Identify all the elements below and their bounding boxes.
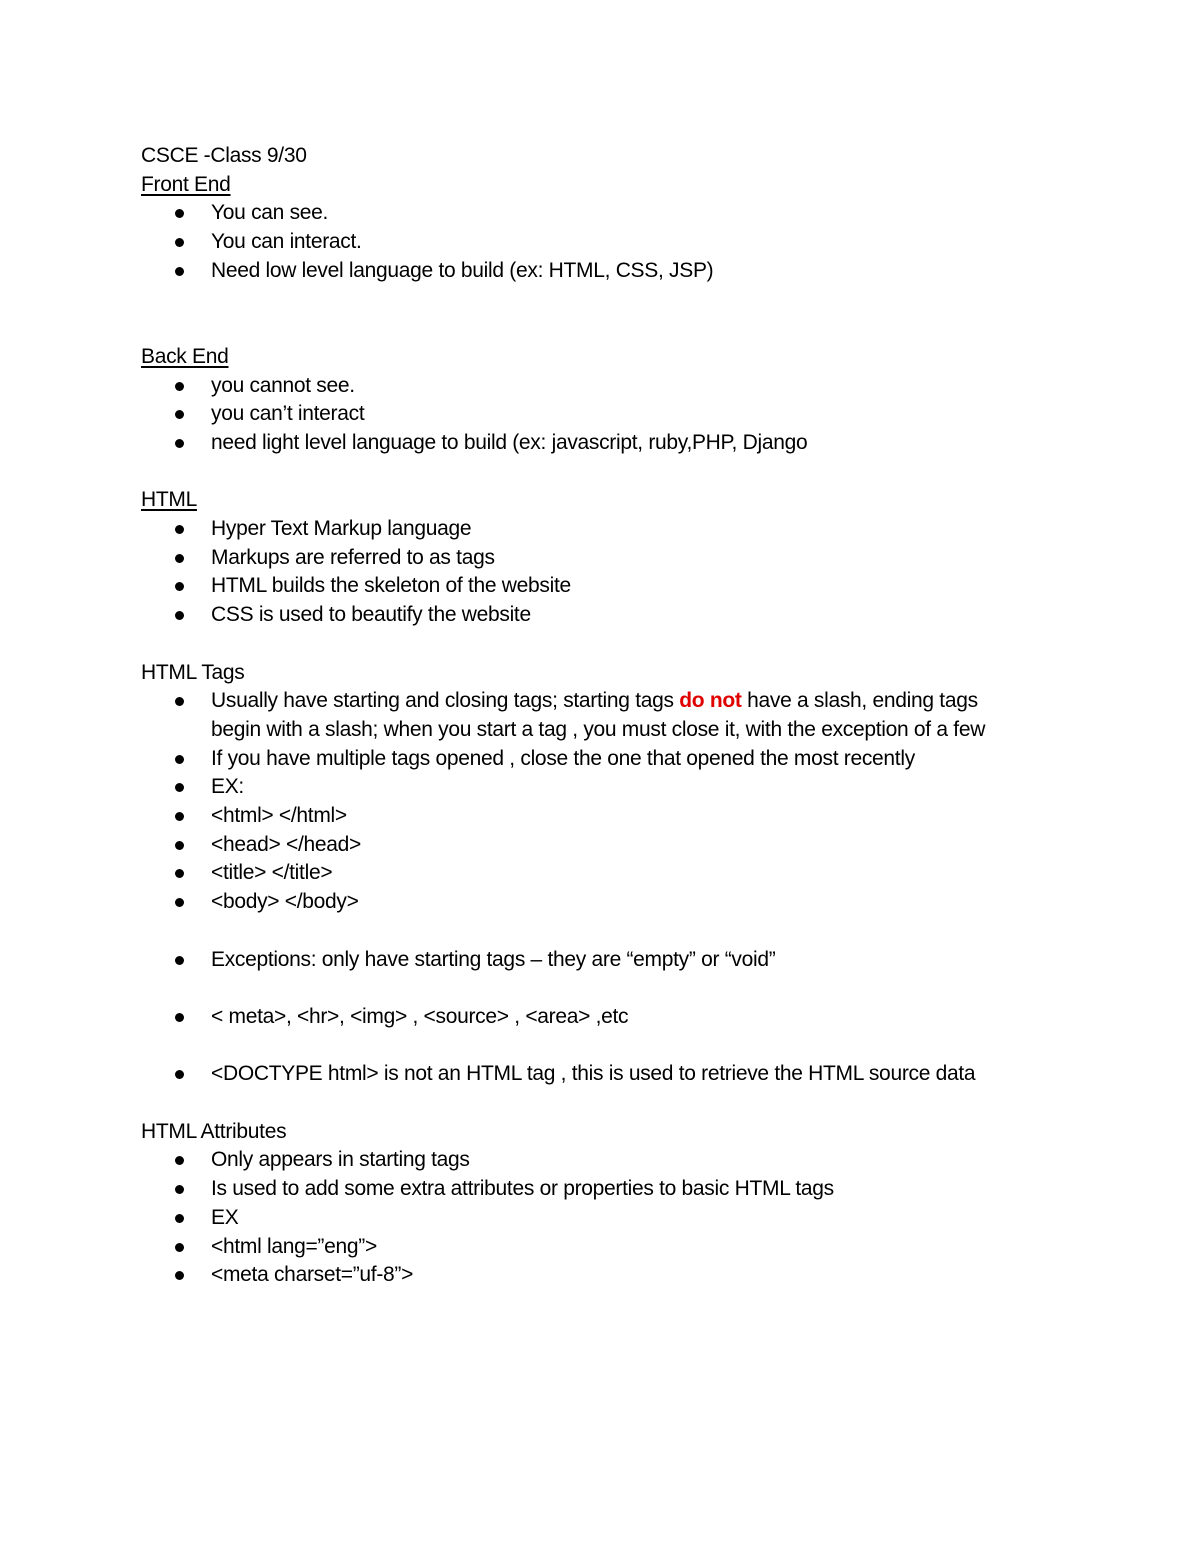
bullet-icon: [175, 439, 184, 448]
list-item: Is used to add some extra attributes or properties to basic HTML tags: [141, 1175, 1141, 1204]
back-end-heading: Back End: [141, 344, 229, 368]
bullet-icon: [175, 410, 184, 419]
list-item: If you have multiple tags opened , close the one that opened the most recently: [141, 745, 1141, 774]
list-item: HTML builds the skeleton of the website: [141, 572, 1141, 601]
bullet-icon: [175, 209, 184, 218]
list-item: CSS is used to beautify the website: [141, 601, 1141, 630]
bullet-icon: [175, 1185, 184, 1194]
list-item: need light level language to build (ex: javascript, ruby,PHP, Django: [141, 429, 1141, 458]
html-attributes-heading: HTML Attributes: [141, 1119, 287, 1143]
bullet-icon: [175, 525, 184, 534]
bullet-icon: [175, 554, 184, 563]
bullet-icon: [175, 956, 184, 965]
tags-rule-line-2: begin with a slash; when you start a tag , you must close it, with the exception of a few: [211, 717, 986, 741]
html-tags-heading: HTML Tags: [141, 660, 245, 684]
front-end-heading: Front End: [141, 172, 231, 196]
bullet-icon: [175, 869, 184, 878]
document-title: CSCE -Class 9/30: [141, 144, 307, 167]
bullet-icon: [175, 697, 184, 706]
list-item: <head> </head>: [141, 831, 1141, 860]
bullet-icon: [175, 755, 184, 764]
list-item: <title> </title>: [141, 859, 1141, 888]
list-item: <html lang=”eng”>: [141, 1233, 1141, 1262]
bullet-icon: [175, 611, 184, 620]
html-heading: HTML: [141, 488, 197, 512]
bullet-icon: [175, 582, 184, 591]
bullet-icon: [175, 812, 184, 821]
list-item: [141, 687, 1141, 744]
bullet-icon: [175, 1271, 184, 1280]
bullet-icon: [175, 1156, 184, 1165]
emphasis-text: do not: [679, 689, 742, 713]
bullet-icon: [175, 382, 184, 391]
back-end-list: [141, 372, 1141, 458]
html-attributes-list: [141, 1146, 1141, 1290]
list-item: Exceptions: only have starting tags – they are “empty” or “void”: [141, 946, 1141, 975]
list-item: <body> </body>: [141, 888, 1141, 917]
bullet-icon: [175, 1214, 184, 1223]
list-item: EX:: [141, 773, 1141, 802]
bullet-icon: [175, 1070, 184, 1079]
bullet-icon: [175, 898, 184, 907]
bullet-icon: [175, 783, 184, 792]
list-item: <html> </html>: [141, 802, 1141, 831]
list-item: Markups are referred to as tags: [141, 544, 1141, 573]
html-tags-list: [141, 687, 1141, 1089]
list-item: You can interact.: [141, 228, 1141, 257]
list-item: you can’t interact: [141, 400, 1141, 429]
list-item: Need low level language to build (ex: HTML, CSS, JSP): [141, 257, 1141, 286]
list-item: <meta charset=”uf-8”>: [141, 1261, 1141, 1290]
tags-rule-line-1: Usually have starting and closing tags; starting tags do not have a slash, ending tags: [211, 689, 978, 713]
list-item: <DOCTYPE html> is not an HTML tag , this is used to retrieve the HTML source data: [141, 1060, 1141, 1089]
bullet-icon: [175, 841, 184, 850]
document-page: [141, 142, 1141, 1290]
list-item: EX: [141, 1204, 1141, 1233]
bullet-icon: [175, 1013, 184, 1022]
list-item: Only appears in starting tags: [141, 1146, 1141, 1175]
html-list: [141, 515, 1141, 630]
list-item: Hyper Text Markup language: [141, 515, 1141, 544]
bullet-icon: [175, 238, 184, 247]
bullet-icon: [175, 267, 184, 276]
list-item: you cannot see.: [141, 372, 1141, 401]
bullet-icon: [175, 1243, 184, 1252]
list-item: < meta>, <hr>, <img> , <source> , <area> ,etc: [141, 1003, 1141, 1032]
list-item: You can see.: [141, 199, 1141, 228]
front-end-list: [141, 199, 1141, 285]
